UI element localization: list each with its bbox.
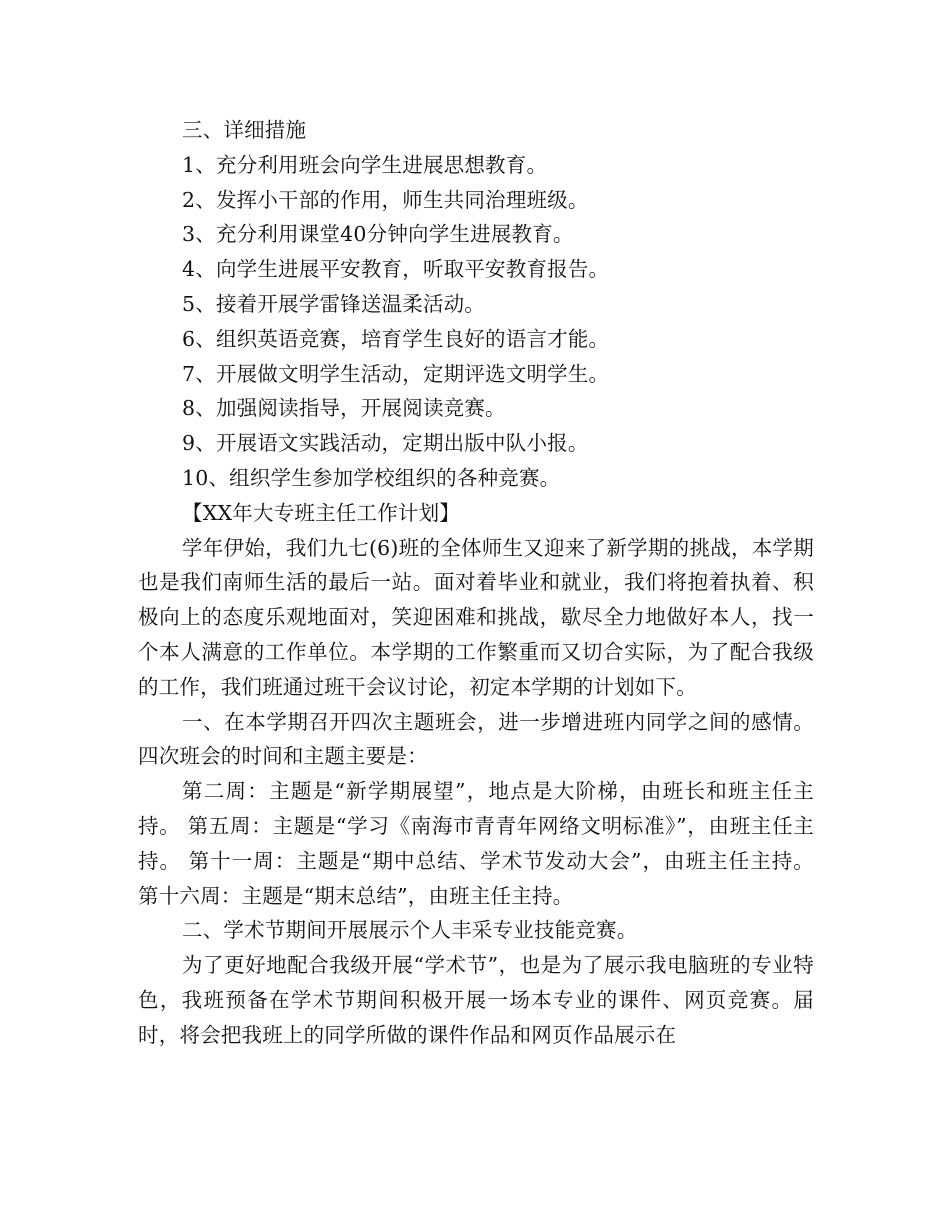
measure-item-4: 4、向学生进展平安教育，听取平安教育报告。 bbox=[182, 257, 610, 282]
measure-item-8: 8、加强阅读指导，开展阅读竞赛。 bbox=[182, 396, 506, 421]
plan-title: 【XX年大专班主任工作计划】 bbox=[182, 500, 460, 525]
document-body bbox=[138, 113, 814, 1053]
academic-festival-heading: 二、学术节期间开展展示个人丰采专业技能竞赛。 bbox=[182, 918, 638, 943]
measure-item-9: 9、开展语文实践活动，定期出版中队小报。 bbox=[182, 431, 589, 456]
intro-paragraph: 学年伊始，我们九七(6)班的全体师生又迎来了新学期的挑战，本学期也是我们南师生活的最后一站。面对着毕业和就业，我们将抱着执着、积极向上的态度乐观地面对，笑迎困难和挑战，歇尽全力地做好本人，找一个本人满意的工作单位。本学期的工作繁重而又切合实际，为了配合我级的工作，我们班通过班干会议讨论，初定本学期的计划如下。 bbox=[138, 535, 814, 699]
measure-item-6: 6、组织英语竞赛，培育学生良好的语言才能。 bbox=[182, 326, 610, 351]
meeting-schedule-paragraph: 第二周：主题是“新学期展望”，地点是大阶梯，由班长和班主任主持。 第五周：主题是“学习《南海市青青年网络文明标准》”，由班主任主持。 第十一周：主题是“期中总结、学术节发动大会”，由班主任主持。 第十六周：主题是“期末总结”，由班主任主持。 bbox=[138, 779, 814, 908]
measure-item-10: 10、组织学生参加学校组织的各种竞赛。 bbox=[182, 465, 561, 490]
measure-item-3: 3、充分利用课堂40分钟向学生进展教育。 bbox=[182, 222, 574, 247]
measure-item-1: 1、充分利用班会向学生进展思想教育。 bbox=[182, 152, 548, 177]
class-meeting-paragraph: 一、在本学期召开四次主题班会，进一步增进班内同学之间的感情。四次班会的时间和主题主要是： bbox=[138, 709, 814, 769]
measure-item-5: 5、接着开展学雷锋送温柔活动。 bbox=[182, 291, 486, 316]
measure-item-2: 2、发挥小干部的作用，师生共同治理班级。 bbox=[182, 187, 589, 212]
section-heading: 三、详细措施 bbox=[182, 118, 307, 142]
measure-item-7: 7、开展做文明学生活动，定期评选文明学生。 bbox=[182, 361, 610, 386]
academic-festival-paragraph: 为了更好地配合我级开展“学术节”，也是为了展示我电脑班的专业特色，我班预备在学术节期间积极开展一场本专业的课件、网页竞赛。届时，将会把我班上的同学所做的课件作品和网页作品展示在 bbox=[138, 953, 814, 1047]
